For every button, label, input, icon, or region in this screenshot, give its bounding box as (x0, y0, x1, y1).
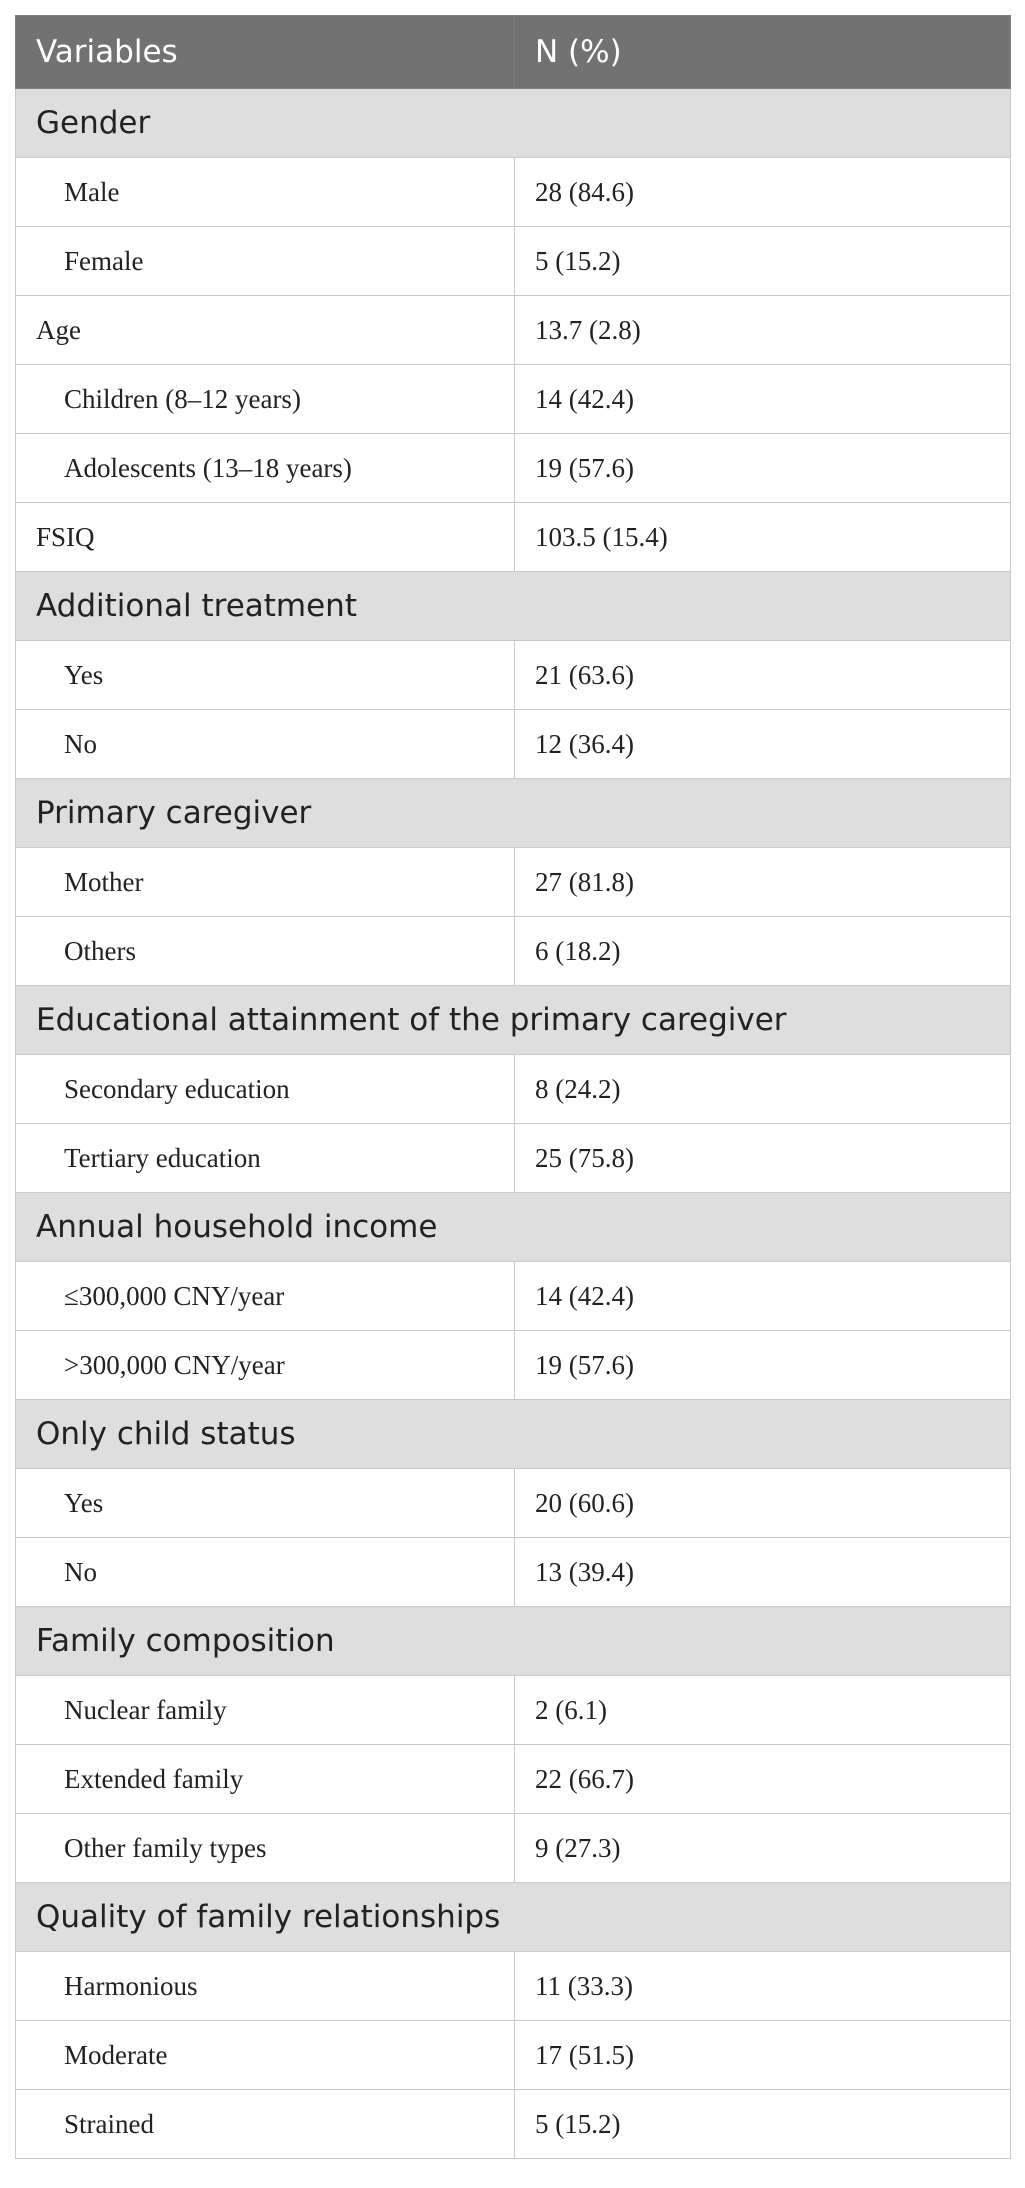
section-row-education (16, 986, 1011, 1055)
table-row (16, 1124, 1011, 1193)
table-row (16, 641, 1011, 710)
row-label-moderate: Moderate (16, 2021, 515, 2090)
header-n-percent: N (%) (515, 16, 1011, 89)
row-label-children: Children (8–12 years) (16, 365, 515, 434)
section-title-gender: Gender (16, 89, 1011, 158)
table-row (16, 1538, 1011, 1607)
row-value-age: 13.7 (2.8) (515, 296, 1011, 365)
row-value-treatment-yes: 21 (63.6) (515, 641, 1011, 710)
table-row (16, 503, 1011, 572)
row-label-income-low: ≤300,000 CNY/year (16, 1262, 515, 1331)
row-label-extended-family: Extended family (16, 1745, 515, 1814)
row-label-treatment-yes: Yes (16, 641, 515, 710)
row-label-others: Others (16, 917, 515, 986)
table-header-row (16, 16, 1011, 89)
table-row (16, 1952, 1011, 2021)
row-value-other-family-types: 9 (27.3) (515, 1814, 1011, 1883)
row-label-harmonious: Harmonious (16, 1952, 515, 2021)
row-label-only-child-no: No (16, 1538, 515, 1607)
section-title-income: Annual household income (16, 1193, 1011, 1262)
row-value-secondary-education: 8 (24.2) (515, 1055, 1011, 1124)
row-label-strained: Strained (16, 2090, 515, 2159)
row-value-female: 5 (15.2) (515, 227, 1011, 296)
row-label-income-high: >300,000 CNY/year (16, 1331, 515, 1400)
table-row (16, 1262, 1011, 1331)
row-value-mother: 27 (81.8) (515, 848, 1011, 917)
section-row-only-child (16, 1400, 1011, 1469)
table-row (16, 1055, 1011, 1124)
section-row-family-relationships (16, 1883, 1011, 1952)
table-row (16, 1676, 1011, 1745)
section-row-gender (16, 89, 1011, 158)
table-row (16, 296, 1011, 365)
section-title-education: Educational attainment of the primary caregiver (16, 986, 1011, 1055)
row-value-treatment-no: 12 (36.4) (515, 710, 1011, 779)
table-row (16, 2021, 1011, 2090)
table-row (16, 2090, 1011, 2159)
row-value-tertiary-education: 25 (75.8) (515, 1124, 1011, 1193)
table-row (16, 1745, 1011, 1814)
demographics-table (15, 15, 1011, 2159)
section-title-only-child: Only child status (16, 1400, 1011, 1469)
row-value-male: 28 (84.6) (515, 158, 1011, 227)
table-row (16, 1469, 1011, 1538)
section-row-primary-caregiver (16, 779, 1011, 848)
row-value-adolescents: 19 (57.6) (515, 434, 1011, 503)
row-label-male: Male (16, 158, 515, 227)
row-label-treatment-no: No (16, 710, 515, 779)
row-value-extended-family: 22 (66.7) (515, 1745, 1011, 1814)
row-label-age: Age (16, 296, 515, 365)
row-value-nuclear-family: 2 (6.1) (515, 1676, 1011, 1745)
row-value-harmonious: 11 (33.3) (515, 1952, 1011, 2021)
demographics-table-container (15, 15, 1010, 2159)
row-label-other-family-types: Other family types (16, 1814, 515, 1883)
row-value-children: 14 (42.4) (515, 365, 1011, 434)
header-variables: Variables (16, 16, 515, 89)
row-value-fsiq: 103.5 (15.4) (515, 503, 1011, 572)
table-row (16, 158, 1011, 227)
section-title-family-composition: Family composition (16, 1607, 1011, 1676)
row-value-moderate: 17 (51.5) (515, 2021, 1011, 2090)
table-row (16, 1814, 1011, 1883)
section-row-income (16, 1193, 1011, 1262)
row-value-others: 6 (18.2) (515, 917, 1011, 986)
row-label-adolescents: Adolescents (13–18 years) (16, 434, 515, 503)
section-row-additional-treatment (16, 572, 1011, 641)
row-label-nuclear-family: Nuclear family (16, 1676, 515, 1745)
section-title-family-relationships: Quality of family relationships (16, 1883, 1011, 1952)
row-label-mother: Mother (16, 848, 515, 917)
table-row (16, 1331, 1011, 1400)
row-value-income-high: 19 (57.6) (515, 1331, 1011, 1400)
section-title-additional-treatment: Additional treatment (16, 572, 1011, 641)
table-row (16, 365, 1011, 434)
table-row (16, 917, 1011, 986)
row-value-only-child-no: 13 (39.4) (515, 1538, 1011, 1607)
row-label-only-child-yes: Yes (16, 1469, 515, 1538)
row-value-income-low: 14 (42.4) (515, 1262, 1011, 1331)
table-row (16, 434, 1011, 503)
row-label-fsiq: FSIQ (16, 503, 515, 572)
row-label-secondary-education: Secondary education (16, 1055, 515, 1124)
table-row (16, 227, 1011, 296)
table-row (16, 848, 1011, 917)
section-row-family-composition (16, 1607, 1011, 1676)
row-label-female: Female (16, 227, 515, 296)
section-title-primary-caregiver: Primary caregiver (16, 779, 1011, 848)
row-value-only-child-yes: 20 (60.6) (515, 1469, 1011, 1538)
table-row (16, 710, 1011, 779)
row-value-strained: 5 (15.2) (515, 2090, 1011, 2159)
row-label-tertiary-education: Tertiary education (16, 1124, 515, 1193)
